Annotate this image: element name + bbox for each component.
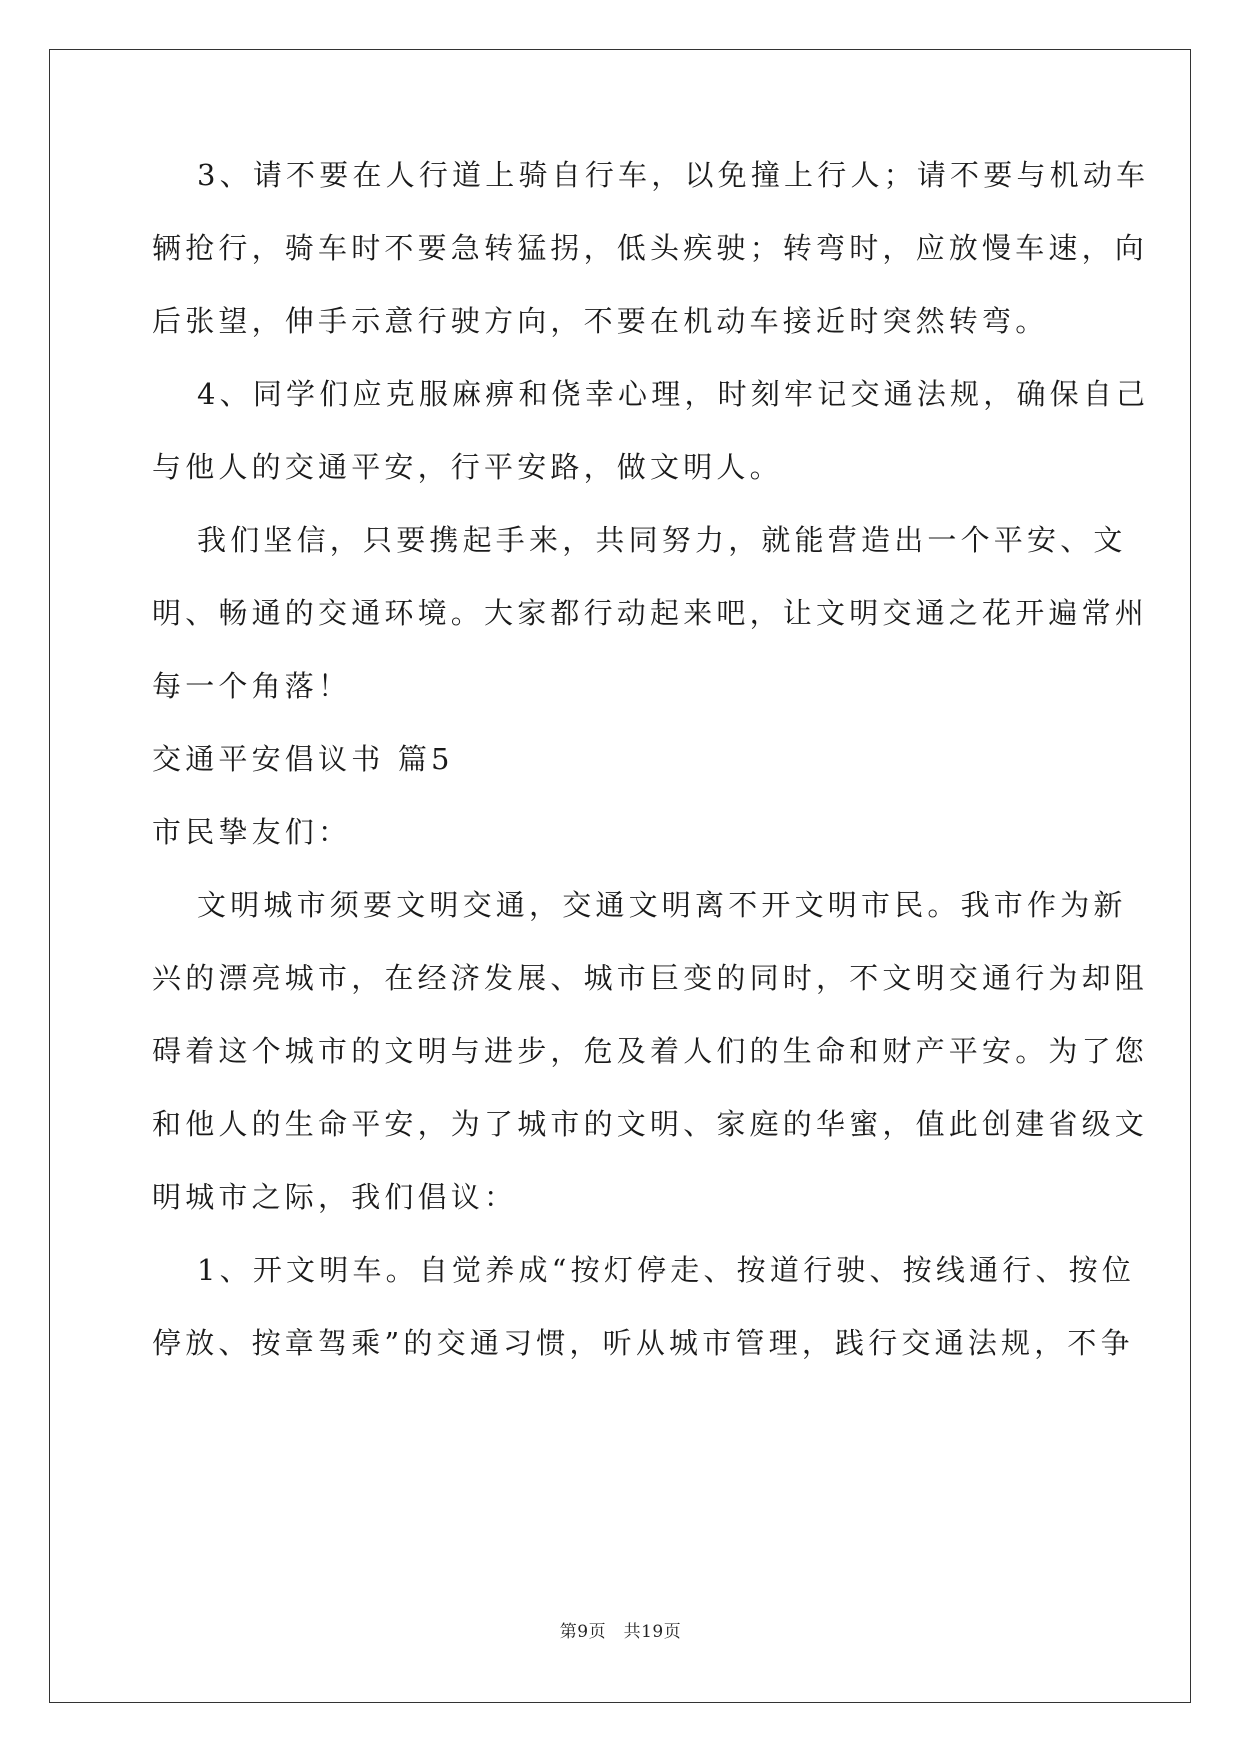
item-1-line-2: 停放、按章驾乘”的交通习惯，听从城市管理，践行交通法规，不争 [152, 1326, 1134, 1360]
salutation: 市民挚友们： [152, 815, 352, 849]
closing-paragraph-line-1: 我们坚信，只要携起手来，共同努力，就能营造出一个平安、文 [197, 523, 1127, 557]
intro-paragraph-line-3: 碍着这个城市的文明与进步，危及着人们的生命和财产平安。为了您 [152, 1034, 1149, 1068]
page-number-footer: 第9页 共19页 [559, 1622, 682, 1642]
intro-paragraph-line-5: 明城市之际，我们倡议： [152, 1180, 518, 1214]
paragraph-3-line-1: 3、请不要在人行道上骑自行车，以免撞上行人；请不要与机动车 [197, 158, 1150, 192]
paragraph-3-line-3: 后张望，伸手示意行驶方向，不要在机动车接近时突然转弯。 [152, 304, 1049, 338]
intro-paragraph-line-2: 兴的漂亮城市，在经济发展、城市巨变的同时，不文明交通行为却阻 [152, 961, 1149, 995]
paragraph-3-line-2: 辆抢行，骑车时不要急转猛拐，低头疾驶；转弯时，应放慢车速，向 [152, 231, 1149, 265]
item-1-line-1: 1、开文明车。自觉养成“按灯停走、按道行驶、按线通行、按位 [197, 1253, 1136, 1287]
closing-paragraph-line-2: 明、畅通的交通环境。大家都行动起来吧，让文明交通之花开遍常州 [152, 596, 1149, 630]
paragraph-4-line-1: 4、同学们应克服麻痹和侥幸心理，时刻牢记交通法规，确保自己 [197, 377, 1150, 411]
paragraph-4-line-2: 与他人的交通平安，行平安路，做文明人。 [152, 450, 783, 484]
intro-paragraph-line-4: 和他人的生命平安，为了城市的文明、家庭的华蜜，值此创建省级文 [152, 1107, 1149, 1141]
page-border [49, 49, 1191, 1703]
intro-paragraph-line-1: 文明城市须要文明交通，交通文明离不开文明市民。我市作为新 [197, 888, 1127, 922]
closing-paragraph-line-3: 每一个角落！ [152, 669, 352, 703]
section-heading: 交通平安倡议书 篇5 [152, 742, 454, 776]
